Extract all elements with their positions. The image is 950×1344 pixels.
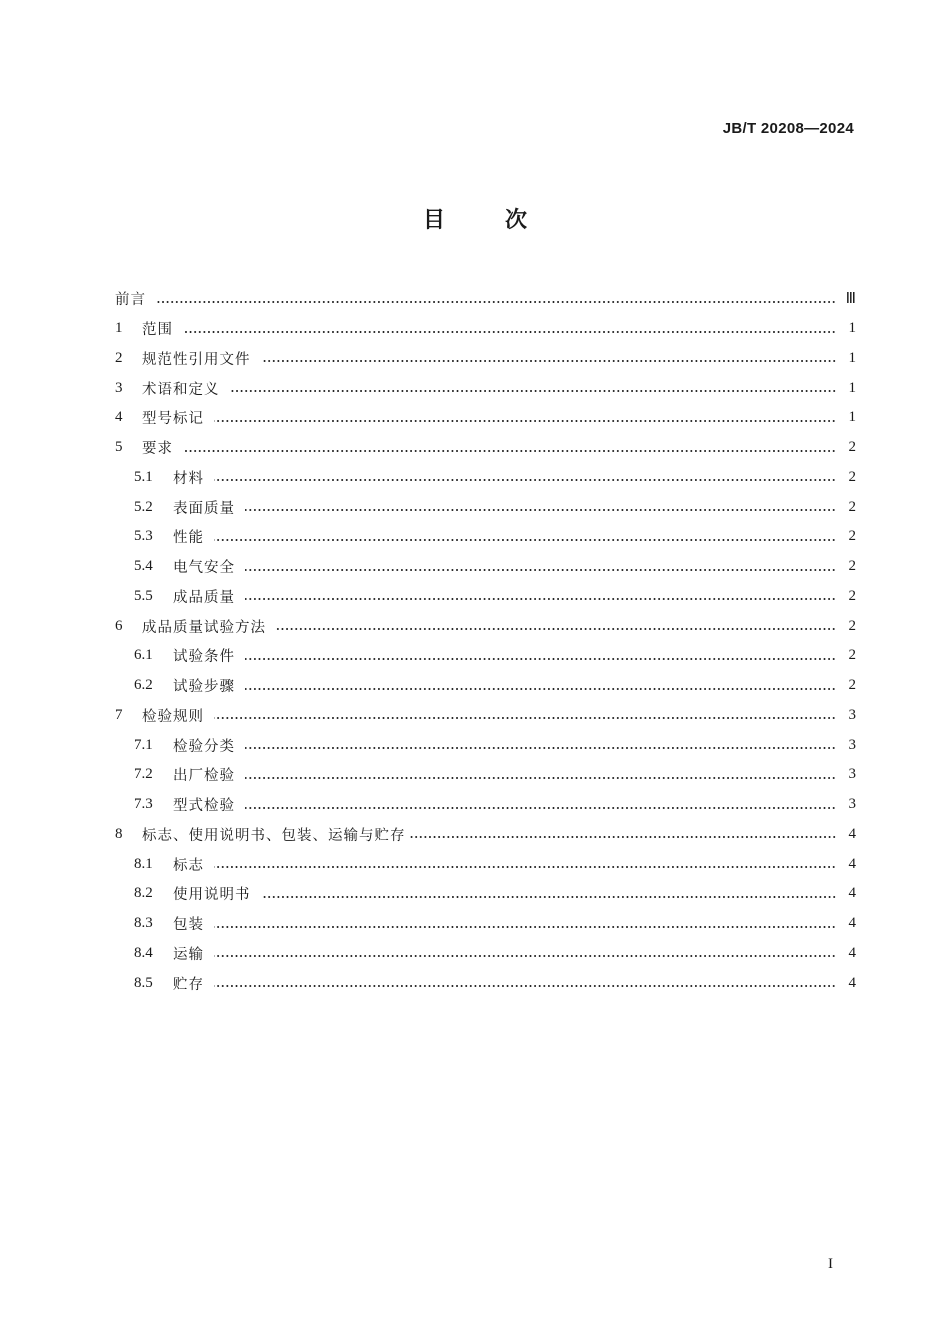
toc-entry-number: 7 [115, 706, 123, 723]
toc-entry[interactable] [115, 463, 856, 493]
toc-entry-page: 2 [848, 647, 856, 664]
toc-entry[interactable] [115, 314, 856, 344]
dot-leader [230, 389, 837, 393]
toc-entry[interactable] [115, 522, 856, 552]
dot-leader [261, 895, 837, 899]
dot-leader [261, 359, 837, 363]
dot-leader [214, 984, 836, 988]
toc-entry[interactable] [115, 344, 856, 374]
toc-entry-page: 3 [848, 796, 856, 813]
dot-leader [245, 776, 836, 780]
dot-leader [156, 300, 836, 304]
standard-number: JB/T 20208—2024 [722, 120, 854, 137]
toc-entry[interactable] [115, 701, 856, 731]
toc-entry-number: 1 [115, 320, 123, 337]
toc-entry-number: 8.1 [134, 855, 153, 872]
dot-leader [214, 419, 836, 423]
toc-entry-label: 试验条件 [173, 649, 235, 666]
dot-leader [245, 508, 836, 512]
toc-entry-number: 5.4 [134, 558, 153, 575]
toc-entry[interactable] [115, 909, 856, 939]
toc-entry[interactable] [115, 611, 856, 641]
toc-entry-number: 4 [115, 409, 123, 426]
dot-leader [183, 330, 836, 334]
toc-entry-label: 型式检验 [173, 798, 235, 815]
toc-entry-page: 1 [848, 320, 856, 337]
toc-entry[interactable] [115, 790, 856, 820]
toc-entry-page: 1 [848, 409, 856, 426]
toc-entry-label: 标志、使用说明书、包装、运输与贮存 [142, 827, 406, 844]
page-number: I [828, 1256, 833, 1272]
dot-leader [245, 806, 836, 810]
toc-entry-number: 8 [115, 825, 123, 842]
toc-entry-number: 5.5 [134, 587, 153, 604]
dot-leader [245, 568, 836, 572]
toc-entry-number: 3 [115, 379, 123, 396]
toc-entry-page: 4 [848, 855, 856, 872]
toc-entry-label: 范围 [142, 322, 173, 339]
dot-leader [276, 627, 836, 631]
toc-entry[interactable] [115, 492, 856, 522]
dot-leader [245, 687, 836, 691]
toc-entry[interactable] [115, 939, 856, 969]
toc-entry-label: 运输 [173, 946, 204, 963]
toc-entry-page: 4 [848, 974, 856, 991]
toc-entry-number: 6 [115, 617, 123, 634]
toc-entry-number: 6.1 [134, 647, 153, 664]
toc-entry-number: 8.2 [134, 885, 153, 902]
toc-entry-label: 成品质量试验方法 [142, 619, 266, 636]
toc-entry-number: 7.3 [134, 796, 153, 813]
toc-entry-number: 5 [115, 439, 123, 456]
toc-entry-page: 2 [848, 468, 856, 485]
toc-entry-page: 4 [848, 885, 856, 902]
toc-entry-label: 表面质量 [173, 500, 235, 517]
toc-entry-page: 1 [848, 349, 856, 366]
dot-leader [214, 954, 836, 958]
toc-entry-page: 3 [848, 736, 856, 753]
toc-entry[interactable] [115, 760, 856, 790]
toc-entry[interactable] [115, 671, 856, 701]
toc-entry-label: 要求 [142, 441, 173, 458]
dot-leader [214, 478, 836, 482]
toc-entry[interactable] [115, 552, 856, 582]
title-char: 次 [505, 208, 528, 233]
toc-entry[interactable] [115, 820, 856, 850]
toc-entry[interactable] [115, 879, 856, 909]
toc-entry-label: 规范性引用文件 [142, 351, 251, 368]
toc-entry-number: 2 [115, 349, 123, 366]
toc-entry-page: 2 [848, 498, 856, 515]
toc-entry-number: 7.2 [134, 766, 153, 783]
toc-entry-number: 7.1 [134, 736, 153, 753]
toc-entry-page: 2 [848, 677, 856, 694]
dot-leader [214, 538, 836, 542]
toc-entry-label: 使用说明书 [173, 887, 251, 904]
toc-entry[interactable] [115, 373, 856, 403]
toc-entry-page: 2 [848, 617, 856, 634]
toc-entry-number: 6.2 [134, 677, 153, 694]
toc-entry-page: 3 [848, 706, 856, 723]
dot-leader [245, 597, 836, 601]
toc-entry-label: 电气安全 [173, 560, 235, 577]
toc-entry-number: 8.3 [134, 915, 153, 932]
toc-entry[interactable] [115, 849, 856, 879]
toc-entry[interactable] [115, 582, 856, 612]
toc-entry-label: 出厂检验 [173, 768, 235, 785]
toc-entry-number: 5.2 [134, 498, 153, 515]
toc-entry-page: 2 [848, 528, 856, 545]
toc-entry-page: 4 [848, 825, 856, 842]
dot-leader [245, 657, 836, 661]
toc-entry[interactable] [115, 284, 856, 314]
toc-entry-label: 型号标记 [142, 411, 204, 428]
toc-entry[interactable] [115, 433, 856, 463]
toc-entry[interactable] [115, 730, 856, 760]
toc-entry[interactable] [115, 968, 856, 998]
toc-entry-number: 8.5 [134, 974, 153, 991]
toc-entry-label: 包装 [173, 917, 204, 934]
toc-entry-label: 成品质量 [173, 589, 235, 606]
toc-entry-page: 2 [848, 558, 856, 575]
title-char: 目 [422, 208, 445, 233]
toc-entry-page: 4 [848, 915, 856, 932]
toc-entry[interactable] [115, 403, 856, 433]
toc-entry-number: 8.4 [134, 944, 153, 961]
toc-entry[interactable] [115, 641, 856, 671]
toc-entry-label: 性能 [173, 530, 204, 547]
toc-entry-label: 标志 [173, 857, 204, 874]
toc-entry-page: 2 [848, 587, 856, 604]
toc-entry-label: 前言 [115, 292, 146, 309]
table-of-contents [115, 284, 856, 998]
toc-entry-page: Ⅲ [845, 291, 856, 308]
toc-entry-page: 1 [848, 379, 856, 396]
toc-entry-label: 术语和定义 [142, 381, 220, 398]
toc-entry-page: 2 [848, 439, 856, 456]
dot-leader [214, 716, 836, 720]
dot-leader [183, 449, 836, 453]
toc-entry-label: 试验步骤 [173, 679, 235, 696]
toc-entry-number: 5.1 [134, 468, 153, 485]
toc-entry-label: 检验规则 [142, 708, 204, 725]
dot-leader [245, 746, 836, 750]
toc-entry-page: 3 [848, 766, 856, 783]
dot-leader [408, 835, 837, 839]
dot-leader [214, 865, 836, 869]
toc-entry-page: 4 [848, 944, 856, 961]
toc-entry-label: 贮存 [173, 976, 204, 993]
toc-entry-label: 检验分类 [173, 738, 235, 755]
toc-entry-label: 材料 [173, 470, 204, 487]
dot-leader [214, 925, 836, 929]
toc-entry-number: 5.3 [134, 528, 153, 545]
page-title [0, 203, 950, 234]
